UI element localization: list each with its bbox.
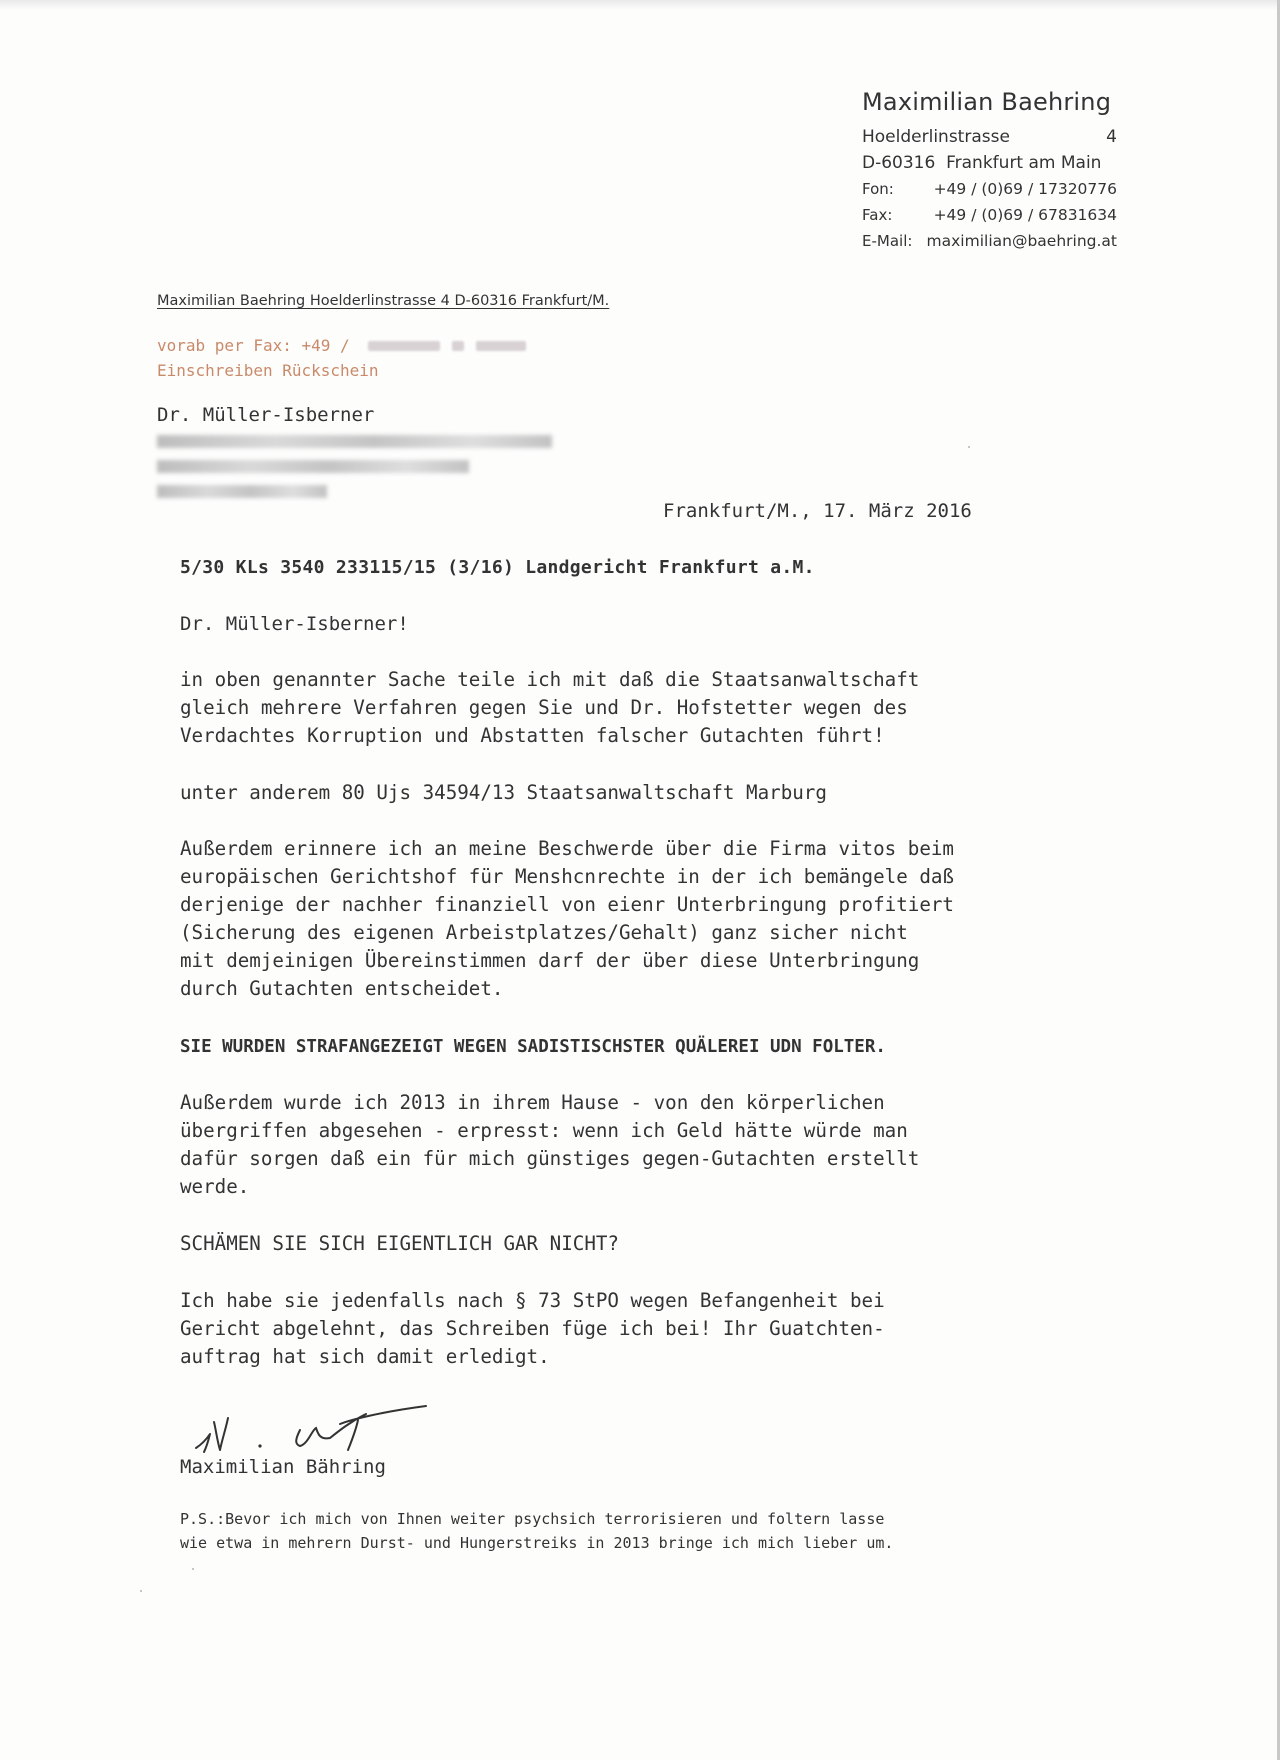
phone-value: +49 / (0)69 / 17320776: [933, 180, 1117, 198]
text-line: wie etwa in mehrern Durst- und Hungerstreiks in 2013 bringe ich mich lieber um.: [180, 1534, 894, 1552]
letterhead-city: D-60316 Frankfurt am Main: [862, 153, 1102, 173]
case-reference: 5/30 KLs 3540 233115/15 (3/16) Landgericht Frankfurt a.M.: [180, 557, 815, 578]
letterhead-house-number: 4: [1106, 127, 1117, 147]
paragraph-1: [180, 666, 919, 750]
text-line: Außerdem wurde ich 2013 in ihrem Hause - von den körperlichen: [180, 1091, 885, 1114]
paragraph-6: [180, 1230, 619, 1258]
text-line: werde.: [180, 1175, 250, 1198]
paragraph-4-accusation: [180, 1033, 886, 1061]
redacted-recipient-address: [157, 435, 557, 510]
redacted-line: [157, 485, 327, 498]
text-line: auftrag hat sich damit erledigt.: [180, 1345, 550, 1368]
text-line: (Sicherung des eigenen Arbeistplatzes/Gehalt) ganz sicher nicht: [180, 921, 908, 944]
letterhead-fax-row: [862, 202, 1117, 228]
text-line: mit demjeinigen Übereinstimmen darf der über diese Unterbringung: [180, 949, 920, 972]
letterhead-email-row: [862, 228, 1117, 254]
text-line: durch Gutachten entscheidet.: [180, 977, 504, 1000]
text-line: unter anderem 80 Ujs 34594/13 Staatsanwaltschaft Marburg: [180, 781, 827, 804]
paragraph-5: [180, 1089, 919, 1201]
text-line: übergriffen abgesehen - erpresst: wenn ich Geld hätte würde man: [180, 1119, 908, 1142]
phone-label: Fon:: [862, 180, 894, 198]
email-value: maximilian@baehring.at: [926, 232, 1117, 250]
text-line: Verdachtes Korruption und Abstatten falscher Gutachten führt!: [180, 724, 885, 747]
text-line: Gericht abgelehnt, das Schreiben füge ich bei! Ihr Guatchten-: [180, 1317, 885, 1340]
text-line: derjenige der nachher finanziell von eienr Unterbringung profitiert: [180, 893, 954, 916]
registered-mail-note: Einschreiben Rückschein: [157, 361, 379, 380]
salutation: Dr. Müller-Isberner!: [180, 613, 409, 635]
fax-note-row: [157, 333, 526, 358]
paragraph-2: [180, 779, 827, 807]
text-line: dafür sorgen daß ein für mich günstiges gegen-Gutachten erstellt: [180, 1147, 920, 1170]
redacted-fax-number: [368, 341, 440, 351]
redacted-line: [157, 460, 469, 473]
fax-note: vorab per Fax: +49 /: [157, 336, 350, 355]
paragraph-7: [180, 1287, 885, 1371]
scan-speck: [192, 1568, 194, 1570]
redacted-fax-number: [452, 341, 464, 351]
redacted-fax-number: [476, 341, 526, 351]
redacted-line: [157, 435, 552, 448]
text-line: P.S.:Bevor ich mich von Ihnen weiter psychsich terrorisieren und foltern lasse: [180, 1510, 885, 1528]
handwritten-signature: [190, 1400, 430, 1460]
sender-return-address: Maximilian Baehring Hoelderlinstrasse 4 D-60316 Frankfurt/M.: [157, 293, 610, 309]
email-label: E-Mail:: [862, 232, 913, 250]
fax-value: +49 / (0)69 / 67831634: [933, 206, 1117, 224]
fax-label: Fax:: [862, 206, 893, 224]
text-line: in oben genannter Sache teile ich mit daß die Staatsanwaltschaft: [180, 668, 920, 691]
letterhead-street: Hoelderlinstrasse: [862, 127, 1010, 147]
recipient-name: Dr. Müller-Isberner: [157, 404, 375, 426]
paragraph-3: [180, 835, 954, 1003]
scan-top-edge: [0, 0, 1280, 10]
delivery-notes: [157, 333, 526, 383]
text-line: SCHÄMEN SIE SICH EIGENTLICH GAR NICHT?: [180, 1232, 619, 1255]
letterhead-name: Maximilian Baehring: [862, 88, 1112, 116]
date-line: Frankfurt/M., 17. März 2016: [663, 500, 972, 522]
text-line: gleich mehrere Verfahren gegen Sie und Dr. Hofstetter wegen des: [180, 696, 908, 719]
postscript: [180, 1507, 893, 1555]
text-line: Außerdem erinnere ich an meine Beschwerde über die Firma vitos beim: [180, 837, 954, 860]
letterhead-phone-row: [862, 176, 1117, 202]
letterhead-street-row: [862, 124, 1117, 150]
scan-speck: [140, 1590, 142, 1592]
scan-speck: [968, 446, 970, 448]
signer-name: Maximilian Bähring: [180, 1456, 386, 1478]
letterhead: [862, 88, 1117, 254]
text-line: Ich habe sie jedenfalls nach § 73 StPO wegen Befangenheit bei: [180, 1289, 885, 1312]
text-line: europäischen Gerichtshof für Menshcnrechte in der ich bemängele daß: [180, 865, 954, 888]
text-line: SIE WURDEN STRAFANGEZEIGT WEGEN SADISTISCHSTER QUÄLEREI UDN FOLTER.: [180, 1037, 886, 1057]
